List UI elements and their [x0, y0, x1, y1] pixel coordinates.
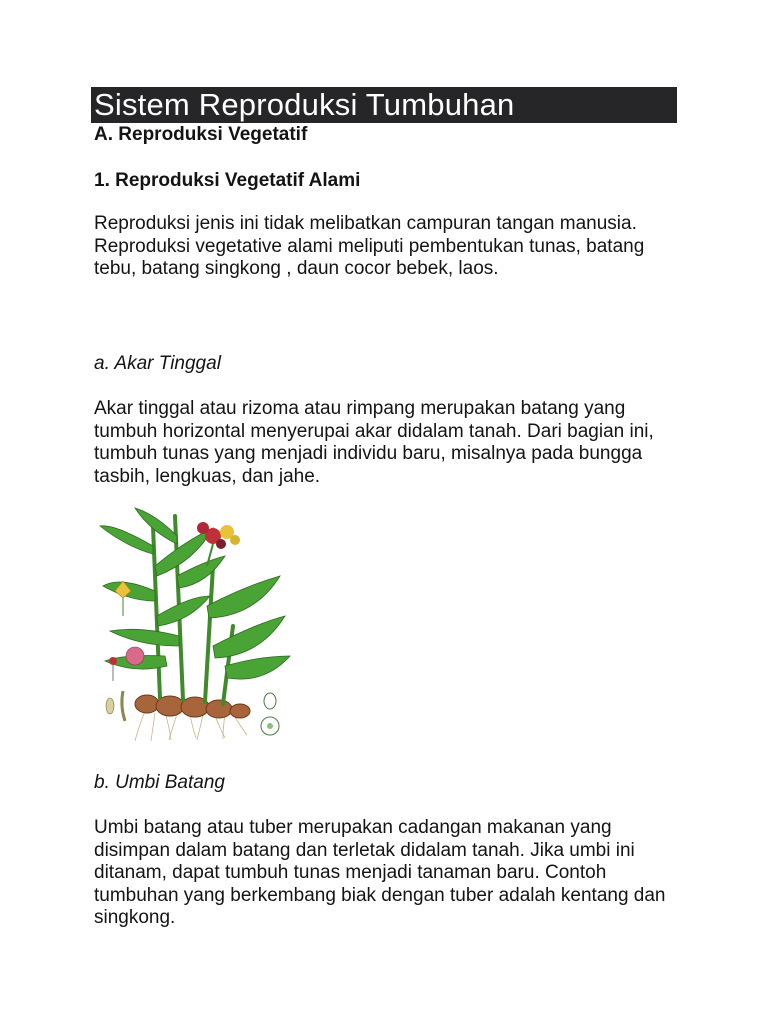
item-a-paragraph: Akar tinggal atau rizoma atau rimpang merupakan batang yang tumbuh horizontal menyerupai akar didalam tanah. Dari bagian ini, tumbuh tunas yang menjadi individu baru, misalnya pada bungga tasbih, lengkuas, dan jahe. [94, 398, 654, 487]
subsection-1-heading: 1. Reproduksi Vegetatif Alami [94, 170, 361, 191]
page-title: Sistem Reproduksi Tumbuhan [94, 87, 515, 122]
item-b-heading: b. Umbi Batang [94, 772, 225, 793]
ginger-plant-illustration [95, 506, 295, 746]
item-a-heading: a. Akar Tinggal [94, 353, 221, 374]
intro-paragraph: Reproduksi jenis ini tidak melibatkan campuran tangan manusia. Reproduksi vegetative alami meliputi pembentukan tunas, batang tebu, batang singkong , daun cocor bebek, laos. [94, 213, 645, 279]
title-banner [91, 87, 677, 123]
section-a-heading: A. Reproduksi Vegetatif [94, 124, 308, 145]
item-b-paragraph: Umbi batang atau tuber merupakan cadangan makanan yang disimpan dalam batang dan terletak didalam tanah. Jika umbi ini ditanam, dapat tumbuh tunas menjadi tanaman baru. Contoh tumbuhan yang berkembang biak dengan tuber adalah kentang dan singkong. [94, 817, 666, 928]
